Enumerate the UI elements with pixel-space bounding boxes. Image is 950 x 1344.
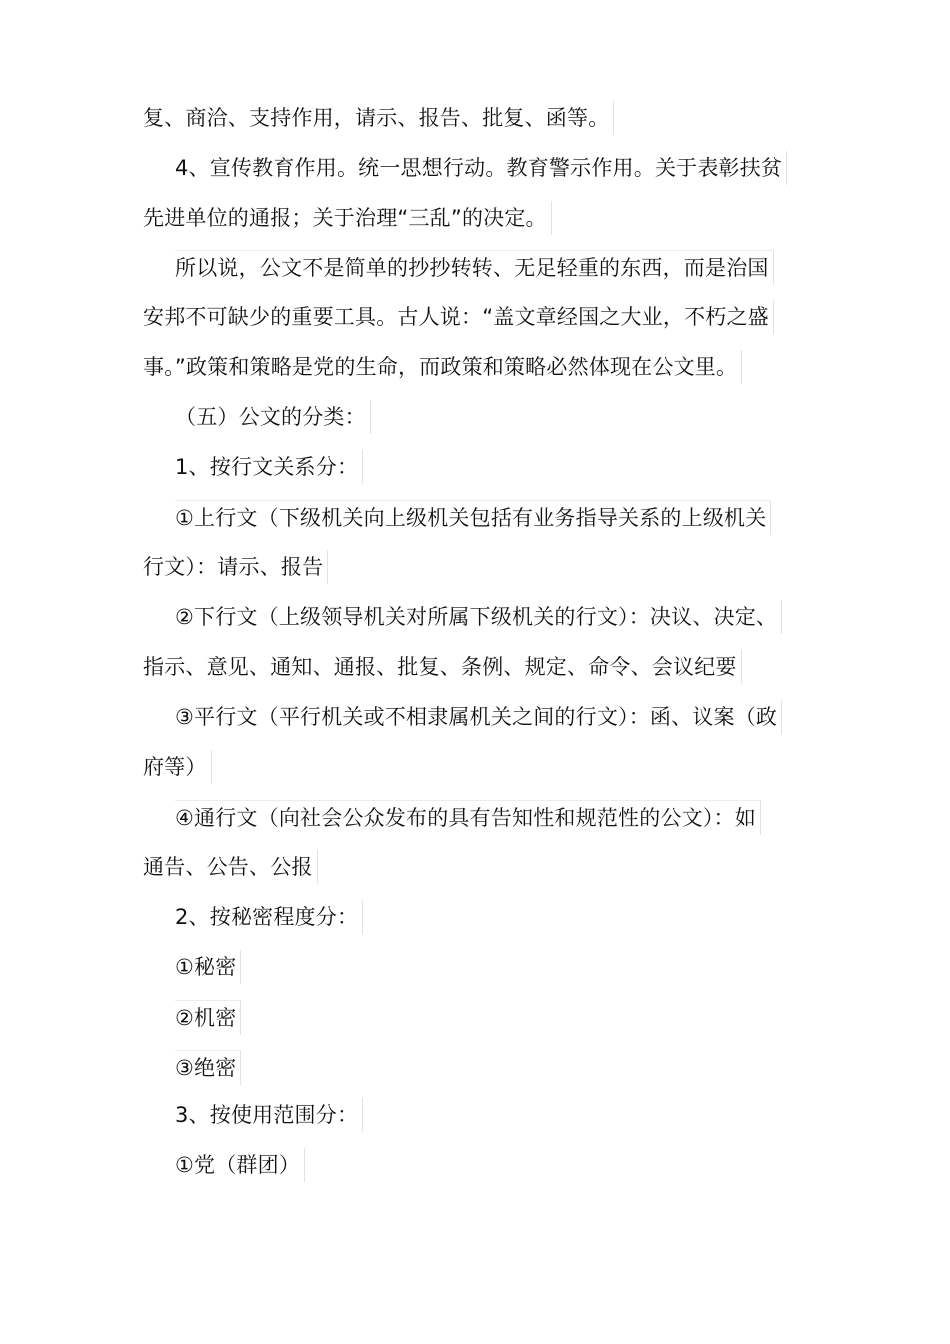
text-line: 4、宣传教育作用。统一思想行动。教育警示作用。关于表彰扶贫 xyxy=(175,151,787,185)
text-line: 所以说，公文不是简单的抄抄转转、无足轻重的东西，而是治国 xyxy=(175,250,774,285)
text-line: ①党（群团） xyxy=(175,1148,305,1182)
text-line: ①秘密 xyxy=(175,950,241,984)
text-line: 事。”政策和策略是党的生命，而政策和策略必然体现在公文里。 xyxy=(143,350,742,384)
text-line: 府等） xyxy=(143,750,212,784)
text-line: 通告、公告、公报 xyxy=(143,850,318,884)
text-line: 3、按使用范围分： xyxy=(175,1098,363,1132)
text-line: ①上行文（下级机关向上级机关包括有业务指导关系的上级机关 xyxy=(175,500,771,535)
section-heading: （五）公文的分类： xyxy=(175,400,371,434)
text-line: ②下行文（上级领导机关对所属下级机关的行文）：决议、决定、 xyxy=(175,600,782,634)
text-line: ②机密 xyxy=(175,1000,241,1035)
text-line: 行文）：请示、报告 xyxy=(143,550,328,584)
text-line: 2、按秘密程度分： xyxy=(175,900,363,934)
text-line: ③平行文（平行机关或不相隶属机关之间的行文）：函、议案（政 xyxy=(175,700,782,734)
text-line: 复、商洽、支持作用，请示、报告、批复、函等。 xyxy=(143,101,614,135)
text-line: 1、按行文关系分： xyxy=(175,450,363,484)
text-line: 安邦不可缺少的重要工具。古人说：“盖文章经国之大业，不朽之盛 xyxy=(143,300,774,334)
text-line: 先进单位的通报；关于治理“三乱”的决定。 xyxy=(143,201,552,235)
text-line: ④通行文（向社会公众发布的具有告知性和规范性的公文）：如 xyxy=(175,800,761,835)
text-line: 指示、意见、通知、通报、批复、条例、规定、命令、会议纪要 xyxy=(143,650,742,684)
text-line: ③绝密 xyxy=(175,1050,241,1085)
